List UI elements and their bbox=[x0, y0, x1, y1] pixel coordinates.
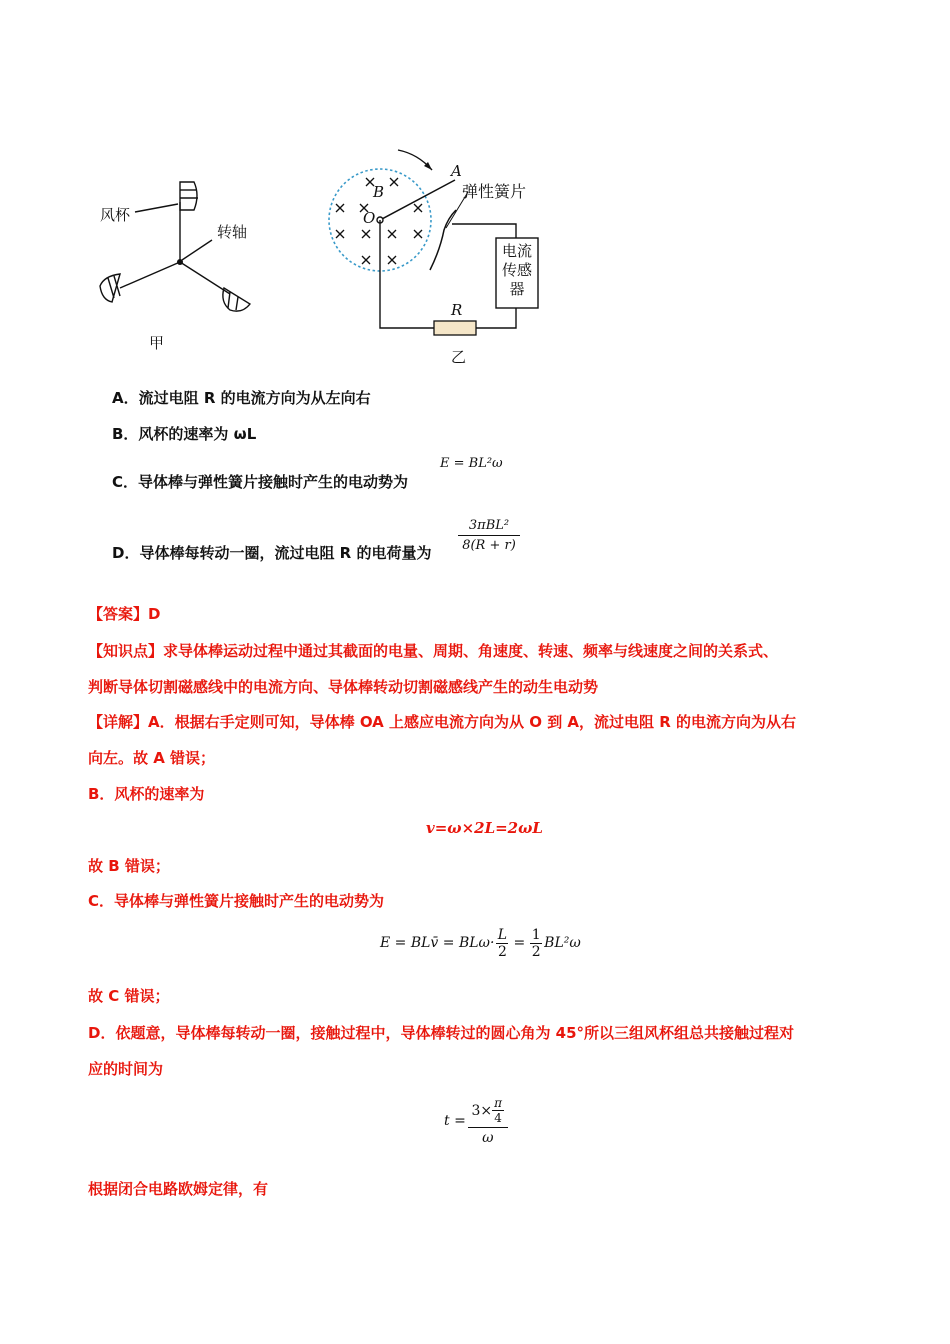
c-formula bbox=[380, 922, 581, 964]
jia-arm-left bbox=[120, 262, 180, 288]
yi-wire-right bbox=[476, 308, 516, 328]
t-fraction bbox=[468, 1096, 508, 1146]
t-numerator bbox=[471, 1096, 504, 1125]
yi-wire-left bbox=[380, 220, 434, 328]
b-explanation: B．风杯的速率为 bbox=[88, 785, 205, 803]
yi-sensor-line-1: 电流 bbox=[501, 242, 532, 260]
yi-spring bbox=[430, 210, 456, 270]
t-formula-left: t = bbox=[444, 1113, 466, 1129]
jia-caption: 甲 bbox=[149, 334, 165, 352]
jia-hub bbox=[177, 259, 183, 265]
detail-line-2: 向左。故 A 错误； bbox=[88, 749, 216, 767]
option-c-formula: E = BL²ω bbox=[440, 456, 503, 471]
c-formula-right: BL²ω bbox=[544, 935, 581, 951]
yi-label-a: A bbox=[451, 162, 462, 180]
option-a: A．流过电阻 R 的电流方向为从左向右 bbox=[112, 389, 371, 407]
t-num-four: 4 bbox=[494, 1111, 502, 1125]
option-d-numerator: 3πBL² bbox=[468, 518, 510, 533]
yi-resistor bbox=[434, 321, 476, 335]
c-frac-1-den: 2 bbox=[497, 943, 507, 960]
jia-axis-label: 转轴 bbox=[217, 223, 248, 241]
figure-jia bbox=[90, 170, 270, 360]
t-num-inner-frac bbox=[492, 1096, 504, 1125]
c-explanation: C．导体棒与弹性簧片接触时产生的电动势为 bbox=[88, 892, 385, 910]
yi-label-b: B bbox=[373, 183, 385, 201]
jia-cup-leader bbox=[135, 204, 178, 212]
c-formula-left: E = BLv̄ = BLω· bbox=[380, 935, 495, 951]
detail-line-1: 【详解】A．根据右手定则可知，导体棒 OA 上感应电流方向为从 O 到 A，流过电阻 R 的电流方向为从右 bbox=[88, 713, 797, 731]
last-line: 根据闭合电路欧姆定律，有 bbox=[88, 1180, 269, 1198]
yi-label-r: R bbox=[451, 301, 463, 319]
t-denominator: ω bbox=[482, 1130, 494, 1146]
jia-cup-top bbox=[180, 182, 197, 210]
option-d-fraction bbox=[458, 518, 520, 553]
b-formula: v=ω×2L=2ωL bbox=[426, 819, 543, 837]
d-explanation-1: D．依题意，导体棒每转动一圈，接触过程中，导体棒转过的圆心角为 45°所以三组风杯组总共接触过程对 bbox=[88, 1024, 795, 1042]
t-fraction-bar bbox=[468, 1127, 508, 1128]
c-frac-2 bbox=[530, 927, 542, 960]
option-d-fraction-bar bbox=[458, 535, 520, 536]
jia-axis-leader bbox=[182, 240, 212, 260]
knowledge-line-1: 【知识点】求导体棒运动过程中通过其截面的电量、周期、角速度、转速、频率与线速度之间的关系式、 bbox=[88, 642, 779, 660]
yi-label-o: O bbox=[363, 209, 376, 227]
option-b: B．风杯的速率为 ωL bbox=[112, 425, 257, 443]
b-conclusion: 故 B 错误； bbox=[88, 857, 170, 875]
yi-sensor-line-2: 传感 bbox=[501, 261, 532, 279]
t-num-three: 3× bbox=[471, 1102, 493, 1119]
c-formula-eq: = bbox=[513, 935, 526, 951]
c-frac-2-den: 2 bbox=[531, 943, 541, 960]
jia-arm-right bbox=[180, 262, 230, 294]
yi-sensor-line-3: 器 bbox=[509, 280, 525, 298]
d-explanation-2: 应的时间为 bbox=[88, 1060, 164, 1078]
c-frac-1-num: L bbox=[497, 926, 508, 943]
figure-yi bbox=[320, 140, 550, 340]
knowledge-line-2: 判断导体切割磁感线中的电流方向、导体棒转动切割磁感线产生的动生电动势 bbox=[88, 678, 599, 696]
option-d-denominator: 8(R + r) bbox=[462, 538, 516, 553]
t-formula bbox=[444, 1096, 508, 1146]
option-d: D．导体棒每转动一圈，流过电阻 R 的电荷量为 bbox=[112, 544, 432, 562]
yi-wire-top bbox=[452, 224, 516, 238]
c-frac-1 bbox=[496, 927, 508, 960]
answer-line: 【答案】D bbox=[88, 605, 161, 623]
option-c: C．导体棒与弹性簧片接触时产生的电动势为 bbox=[112, 473, 409, 491]
yi-sensor-label bbox=[497, 242, 537, 299]
t-num-pi: π bbox=[494, 1096, 503, 1110]
c-conclusion: 故 C 错误； bbox=[88, 987, 170, 1005]
yi-caption: 乙 bbox=[451, 348, 467, 366]
c-frac-2-num: 1 bbox=[531, 926, 541, 943]
jia-cup-label: 风杯 bbox=[100, 206, 131, 224]
yi-spring-label: 弹性簧片 bbox=[462, 182, 527, 201]
